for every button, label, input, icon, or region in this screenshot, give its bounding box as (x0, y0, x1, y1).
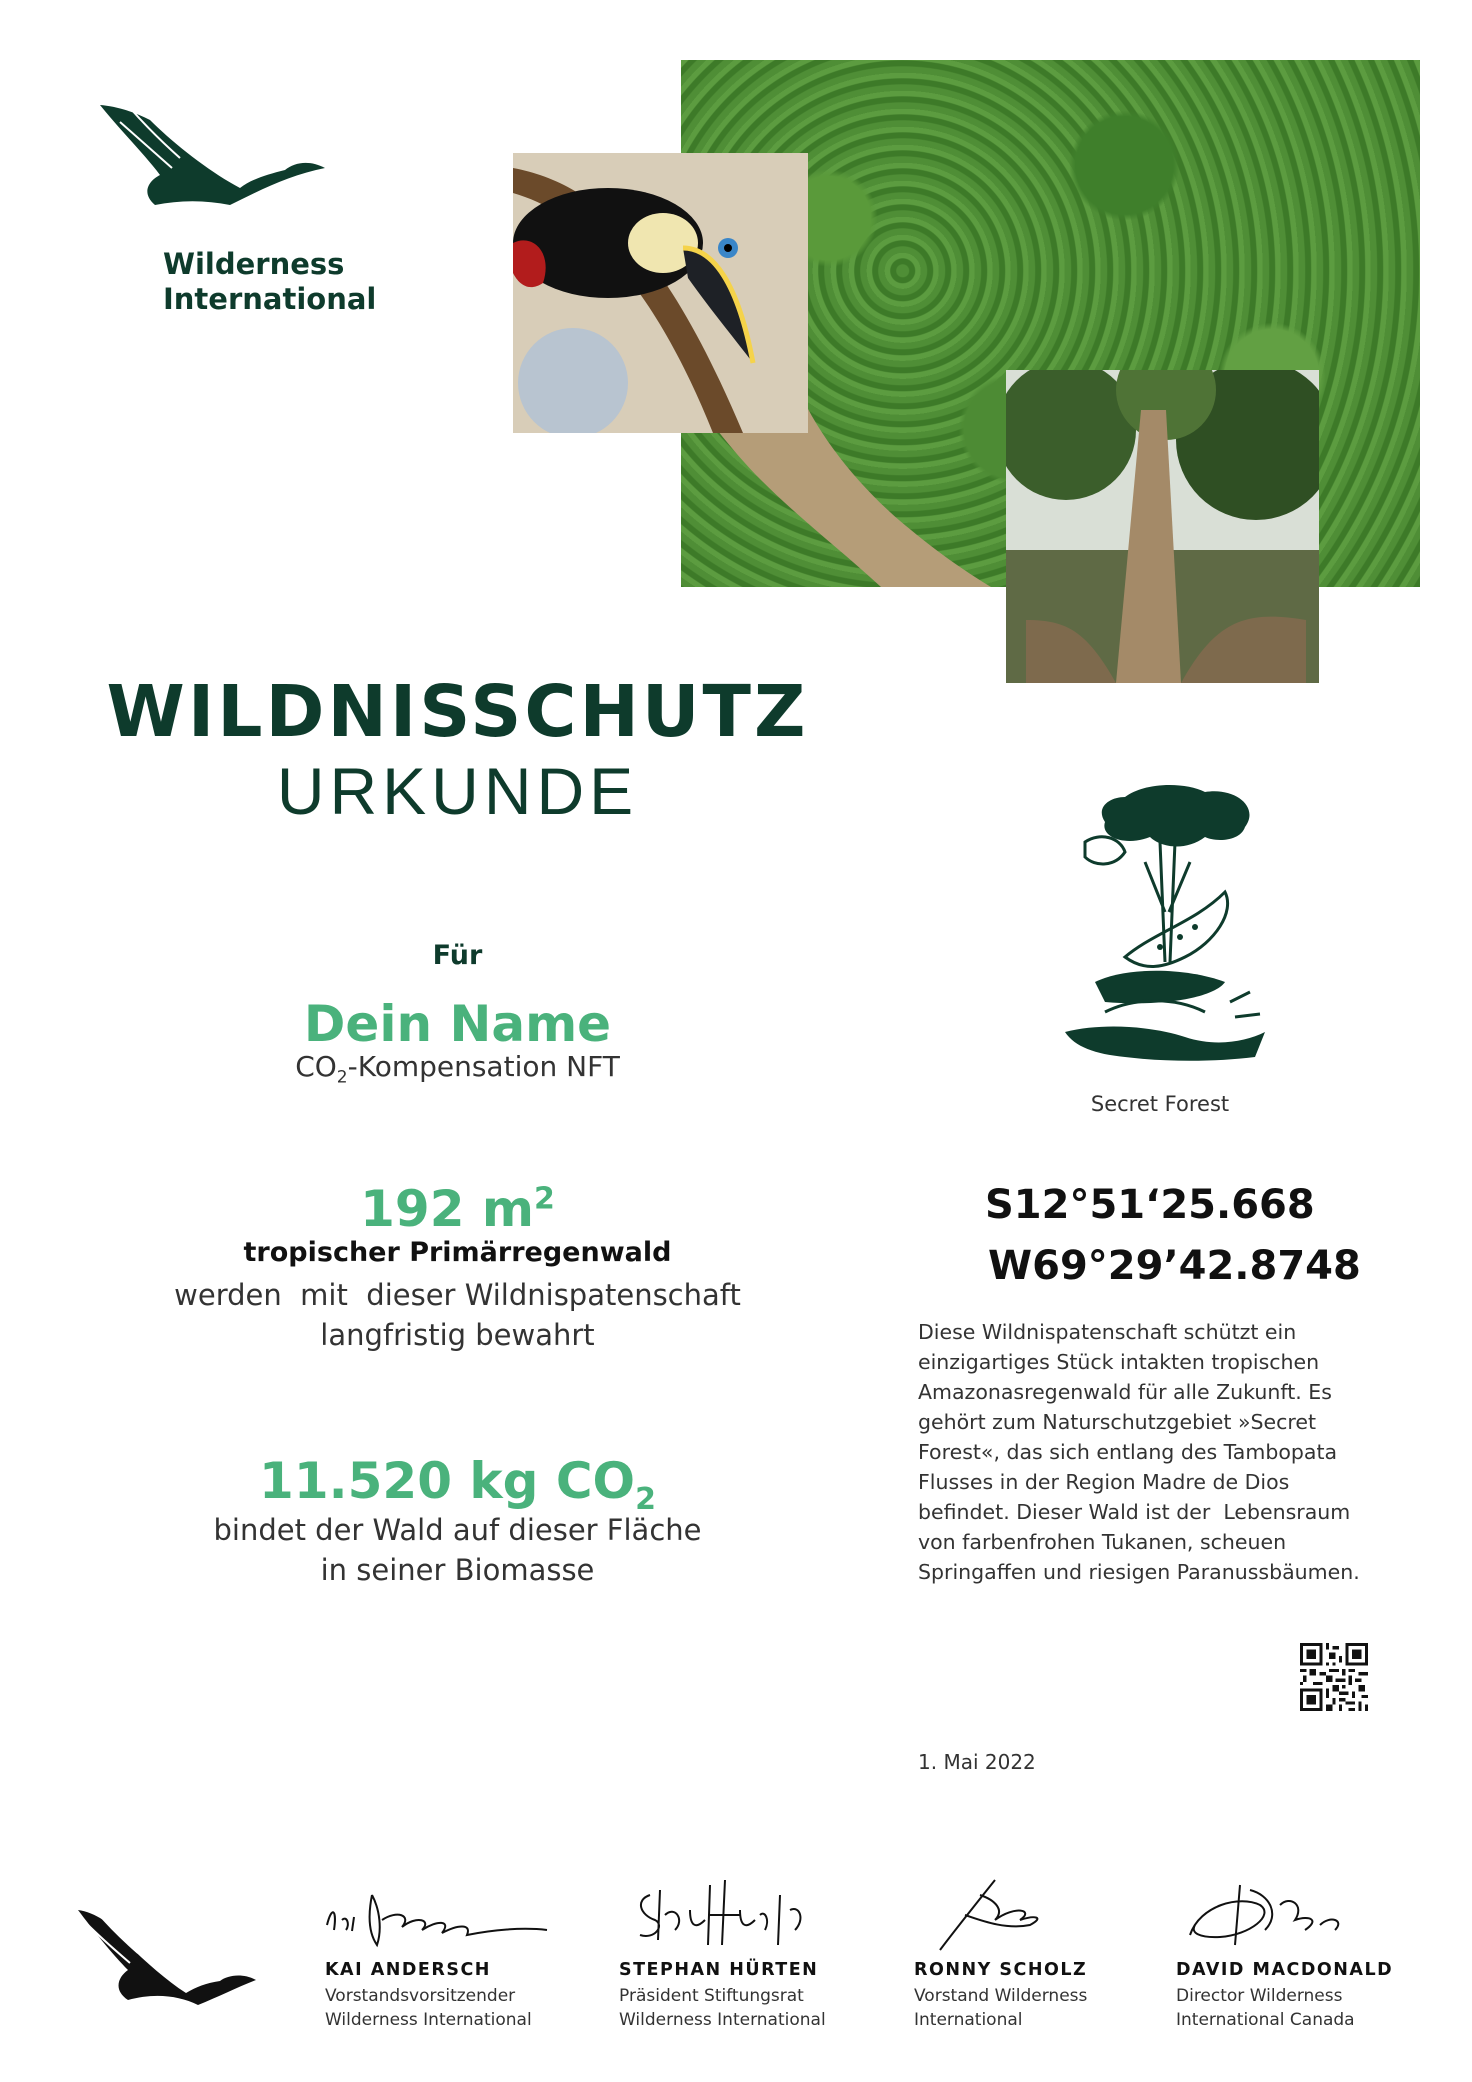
signatory-role-line-1: Director Wilderness (1176, 1986, 1343, 2006)
desc-line: Diese Wildnispatenschaft schützt ein (918, 1320, 1297, 1344)
protected-area-value (0, 1180, 915, 1238)
certificate-subtitle: URKUNDE (276, 754, 639, 828)
signatory-role-line-1: Vorstandsvorsitzender (325, 1986, 516, 2006)
signatory-role-line-2: International Canada (1176, 2010, 1355, 2030)
signatory-role-line-2: International (914, 2010, 1023, 2030)
desc-line: von farbenfrohen Tukanen, scheuen (918, 1530, 1287, 1554)
coordinate-latitude: S12°51‘25.668 (985, 1182, 1315, 1228)
signatory-role-line-1: Präsident Stiftungsrat (619, 1986, 804, 2006)
signatory-role-line-1: Vorstand Wilderness (914, 1986, 1088, 2006)
co2-number: 11.520 kg CO (259, 1452, 636, 1510)
signatory-name: RONNY SCHOLZ (914, 1960, 1088, 1980)
area-forest-type: tropischer Primärregenwald (243, 1237, 672, 1268)
desc-line: Forest«, das sich entlang des Tambopata (918, 1440, 1338, 1464)
brand-line-1: Wilderness (163, 247, 345, 281)
signatory-role (914, 1984, 1087, 2032)
eagle-logo-icon (90, 100, 330, 230)
brand-line-2: International (163, 282, 377, 316)
nft-label (0, 1050, 915, 1088)
signatory-name: STEPHAN HÜRTEN (619, 1960, 819, 1980)
signatory-role (1176, 1984, 1355, 2032)
signatory-name: DAVID MACDONALD (1176, 1960, 1394, 1980)
area-superscript: 2 (534, 1181, 555, 1217)
recipient-name: Dein Name (303, 995, 612, 1053)
signatory-role (325, 1984, 532, 2032)
toucan-photo (513, 153, 808, 433)
desc-line: Amazonasregenwald für alle Zukunft. Es (918, 1380, 1332, 1404)
desc-line: Springaffen und riesigen Paranussbäumen. (918, 1560, 1360, 1584)
issue-date: 1. Mai 2022 (918, 1750, 1036, 1774)
co2-value (0, 1452, 915, 1517)
signatory-role (619, 1984, 826, 2032)
qr-code-icon[interactable] (1300, 1643, 1368, 1711)
eagle-silhouette-icon (68, 1905, 258, 2017)
nft-subscript: 2 (336, 1067, 348, 1088)
secret-forest-tree-illustration (1065, 782, 1265, 1062)
signature-stephan-huerten (630, 1875, 860, 1955)
tree-caption: Secret Forest (1090, 1092, 1230, 1116)
signatory-role-line-2: Wilderness International (325, 2010, 532, 2030)
desc-line: gehört zum Naturschutzgebiet »Secret (918, 1410, 1317, 1434)
co2-description (0, 1510, 915, 1590)
signature-ronny-scholz (925, 1875, 1155, 1955)
desc-line: befindet. Dieser Wald ist der Lebensraum (918, 1500, 1351, 1524)
signatory-name: KAI ANDERSCH (325, 1960, 491, 1980)
area-desc-line-1: werden mit dieser Wildnispatenschaft (174, 1278, 741, 1312)
co2-subscript: 2 (635, 1482, 656, 1517)
forest-tree-photo (1006, 370, 1319, 683)
coordinate-longitude: W69°29’42.8748 (988, 1243, 1361, 1289)
area-desc-line-2: langfristig bewahrt (320, 1318, 595, 1352)
nft-suffix: -Kompensation NFT (347, 1050, 620, 1083)
signatory-role-line-2: Wilderness International (619, 2010, 826, 2030)
area-number: 192 m (360, 1180, 534, 1238)
co2-desc-line-1: bindet der Wald auf dieser Fläche (213, 1513, 702, 1547)
area-description (0, 1275, 915, 1355)
co2-desc-line-2: in seiner Biomasse (320, 1553, 595, 1587)
forest-description (918, 1317, 1388, 1587)
signature-david-macdonald (1180, 1875, 1410, 1955)
nft-prefix: CO (295, 1050, 337, 1083)
certificate-title: WILDNISSCHUTZ (106, 670, 809, 753)
signature-kai-andersch (322, 1875, 552, 1955)
desc-line: einzigartiges Stück intakten tropischen (918, 1350, 1320, 1374)
for-label: Für (432, 940, 483, 971)
brand-name (163, 247, 376, 317)
desc-line: Flusses in der Region Madre de Dios (918, 1470, 1290, 1494)
